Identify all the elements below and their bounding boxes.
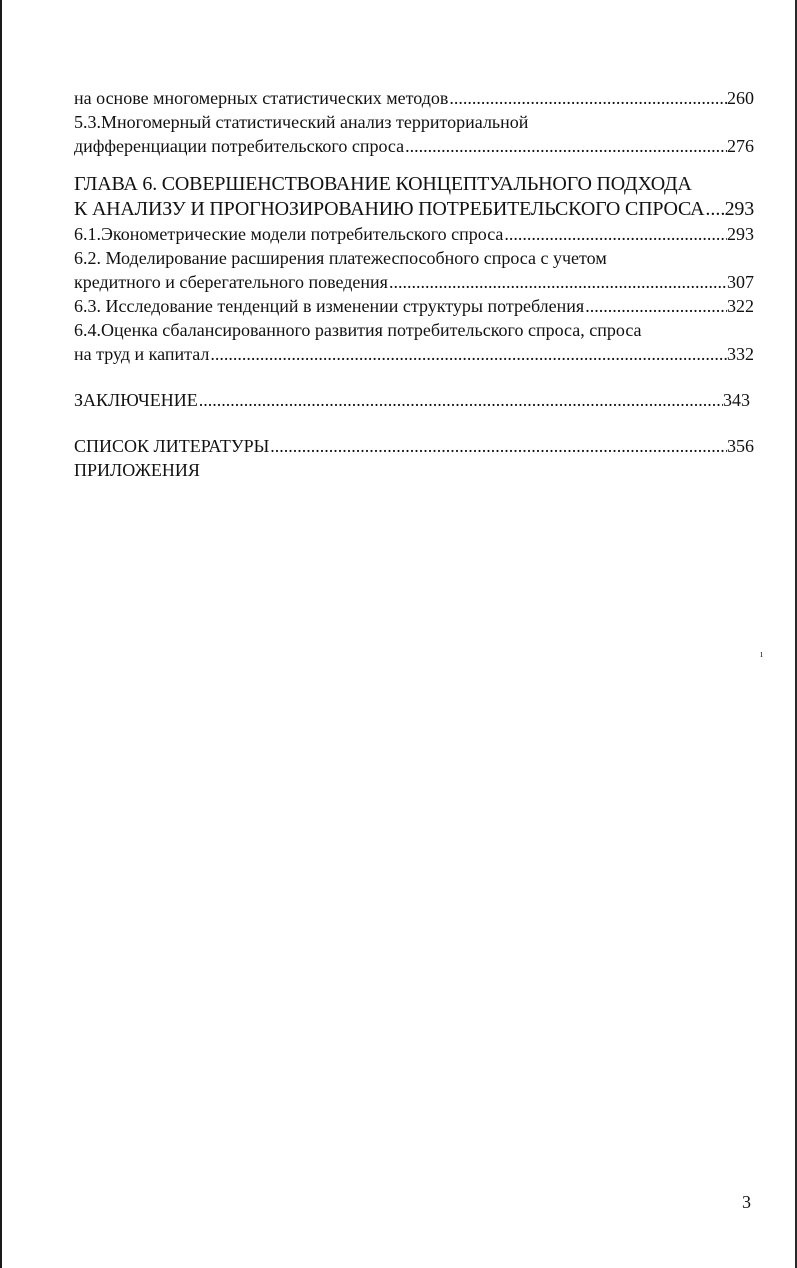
toc-page-number: 356 [727,436,754,456]
toc-entry-text: кредитного и сберегательного поведения [74,272,388,292]
toc-leader-dots [504,222,727,246]
toc-leader-dots [270,434,727,458]
toc-page-number: 322 [727,296,754,316]
toc-chapter-title: К АНАЛИЗУ И ПРОГНОЗИРОВАНИЮ ПОТРЕБИТЕЛЬСКОГО СПРОСА [74,198,705,220]
toc-leader-dots [389,270,727,294]
toc-entry-text: ЗАКЛЮЧЕНИЕ [74,390,198,410]
toc-chapter-6-line2[interactable] [74,197,754,222]
toc-chapter-6-line1[interactable] [74,172,754,197]
toc-entry-text: 5.3.Многомерный статистический анализ территориальной [74,112,529,132]
toc-entry-text: 6.1.Эконометрические модели потребительского спроса [74,224,504,244]
toc-page-number: 307 [727,272,754,292]
toc-entry-appendix[interactable] [74,458,754,482]
toc-entry-text: на основе многомерных статистических методов [74,88,449,108]
toc-leader-dots [405,134,727,158]
toc-entry-6-2-line2[interactable] [74,270,754,294]
toc-entry-6-2-line1[interactable] [74,246,754,270]
toc-page-number: 332 [727,344,754,364]
toc-page-number: 343 [723,390,750,410]
toc-entry-6-4-line1[interactable] [74,318,754,342]
table-of-contents [74,86,754,482]
toc-page-number: 293 [724,198,754,220]
toc-leader-dots [585,294,727,318]
toc-chapter-title: ГЛАВА 6. СОВЕРШЕНСТВОВАНИЕ КОНЦЕПТУАЛЬНОГО ПОДХОДА [74,173,692,195]
toc-entry-5-2-continuation[interactable] [74,86,754,110]
toc-leader-dots [449,86,727,110]
toc-entry-conclusion[interactable] [74,388,750,412]
toc-page-number: 260 [727,88,754,108]
toc-leader-dots [199,388,723,412]
toc-page-number: 276 [727,136,754,156]
spacer [74,158,754,172]
toc-entry-text: дифференциации потребительского спроса [74,136,405,156]
toc-entry-6-4-line2[interactable] [74,342,754,366]
toc-entry-6-1[interactable] [74,222,754,246]
toc-entry-text: СПИСОК ЛИТЕРАТУРЫ [74,436,270,456]
toc-entry-text: ПРИЛОЖЕНИЯ [74,460,200,480]
toc-entry-5-3-line1[interactable] [74,110,754,134]
spacer [74,412,754,434]
page-number: 3 [742,1192,751,1212]
toc-entry-text: 6.4.Оценка сбалансированного развития потребительского спроса, спроса [74,320,642,340]
toc-leader-dots [705,197,724,222]
toc-entry-5-3-line2[interactable] [74,134,754,158]
toc-page-number: 293 [727,224,754,244]
toc-entry-6-3[interactable] [74,294,754,318]
toc-entry-text: 6.3. Исследование тенденций в изменении структуры потребления [74,296,585,316]
toc-entry-references[interactable] [74,434,754,458]
toc-entry-text: на труд и капитал [74,344,210,364]
scan-speck: ı [760,648,764,660]
spacer [74,366,754,388]
toc-leader-dots [210,342,727,366]
toc-entry-text: 6.2. Моделирование расширения платежеспособного спроса с учетом [74,248,607,268]
